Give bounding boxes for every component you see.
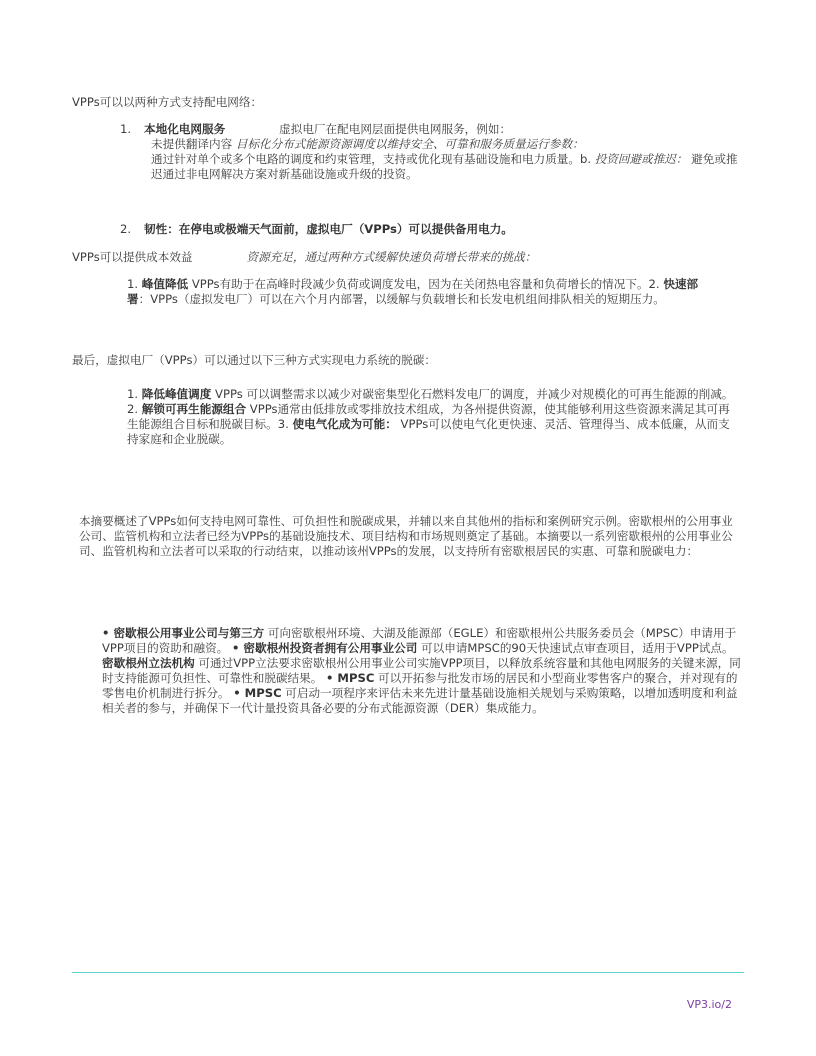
list-number: 2. [120, 222, 132, 236]
bullet-title: • MPSC [233, 686, 282, 700]
intro-text: VPPs可以提供成本效益 [72, 250, 193, 264]
decarbonization-list [127, 387, 737, 447]
item-title: 本地化电网服务 [144, 122, 226, 136]
item-description: VPPs通常由低排放或零排放技术组成，为各州提供资源，使其能够利用这些资源来满足其可再生能源组合目标和脱碳目标。3. [127, 402, 730, 431]
list-number: 1. [127, 387, 139, 401]
item-description: VPPs有助于在高峰时段减少负荷或调度发电，因为在关闭热电容量和负荷增长的情况下。2. [191, 277, 660, 291]
italic-heading-a: 目标化分布式能源资源调度以维持安全、可靠和服务质量运行参数： [235, 137, 584, 151]
item-title: 快速部署 [127, 277, 699, 306]
item-description: ：VPPs（虚拟发电厂）可以在六个月内部署，以缓解与负载增长和长发电机组间排队相关的短期压力。 [138, 292, 665, 306]
bullet-text: 可向密歇根州环境、大湖及能源部（EGLE）和密歇根州公共服务委员会（MPSC）申请用于VPP项目的资助和融资。 [102, 626, 737, 655]
bullet-title: 密歇根州立法机构 [102, 656, 195, 670]
item-title: 解锁可再生能源组合 [141, 402, 247, 416]
list-number: 1. [127, 277, 139, 291]
bullet-title: • 密歇根州投资者拥有公用事业公司 [231, 641, 418, 655]
list-item-localized-grid-services [120, 122, 740, 181]
intro-paragraph-1: VPPs可以以两种方式支持配电网络： [72, 95, 263, 109]
list-number: 1. [120, 122, 132, 136]
item-title: 使电气化成为可能： [292, 417, 397, 431]
list-item-resilience [120, 222, 740, 237]
bullet-text: 可启动一项程序来评估未来先进计量基础设施相关规划与采购策略，以增加透明度和利益相关者的参与，并确保下一代计量投资具备必要的分布式能源资源（DER）集成能力。 [102, 686, 738, 715]
item-body [151, 137, 741, 182]
bullet-title: • MPSC [325, 671, 375, 685]
item-text: 韧性：在停电或极端天气面前，虚拟电厂（VPPs）可以提供备用电力。 [144, 222, 513, 236]
body-text-b: 避免或推迟通过非电网解决方案对新基础设施或升级的投资。 [151, 152, 738, 181]
intro-italic: 资源充足，通过两种方式缓解快速负荷增长带来的挑战： [246, 250, 537, 264]
bullet-title: • 密歇根公用事业公司与第三方 [102, 626, 265, 640]
item-description: 虚拟电厂在配电网层面提供电网服务，例如： [279, 122, 512, 136]
footer-divider [72, 972, 744, 973]
italic-heading-b: 投资回避或推迟： [594, 152, 688, 166]
item-description: VPPs 可以调整需求以减少对碳密集型化石燃料发电厂的调度，并减少对规模化的可再生能源的削减。2. [127, 387, 734, 416]
summary-paragraph: 本摘要概述了VPPs如何支持电网可靠性、可负担性和脱碳成果，并辅以来自其他州的指标和案例研究示例。密歇根州的公用事业公司、监管机构和立法者已经为VPPs的基础设施技术、项目结构和市场规则奠定了基础。本摘要以一系列密歇根州的公用事业公司、监管机构和立法者可以采取的行动结束，以推动该州VPPs的发展，以支持所有密歇根居民的实惠、可靠和脱碳电力： [79, 514, 733, 558]
recommendations-list [102, 626, 742, 716]
bullet-text: 可以开拓参与批发市场的居民和小型商业零售客户的聚合，并对现有的零售电价机制进行拆分。 [102, 671, 738, 700]
intro-paragraph-3: 最后，虚拟电厂（VPPs）可以通过以下三种方式实现电力系统的脱碳： [72, 353, 436, 367]
body-text-a: 通过针对单个或多个电路的调度和约束管理，支持或优化现有基础设施和电力质量。b. [151, 152, 592, 166]
page-number-link[interactable]: VP3.io/2 [686, 998, 732, 1011]
item-title: 峰值降低 [141, 277, 189, 291]
bullet-text: 可通过VPP立法要求密歇根州公用事业公司实施VPP项目，以释放系统容量和其他电网服务的关键来源，同时支持能源可负担性、可靠性和脱碳结果。 [102, 656, 741, 685]
intro-paragraph-2 [72, 250, 752, 265]
bullet-text: 可以申请MPSC的90天快速试点审查项目，适用于VPP试点。 [421, 641, 734, 655]
item-description: VPPs可以使电气化更快速、灵活、管理得当、成本低廉，从而支持家庭和企业脱碳。 [127, 417, 730, 446]
untranslated-note: 未提供翻译内容 [151, 137, 233, 151]
cost-benefit-list [127, 277, 713, 307]
item-title: 降低峰值调度 [141, 387, 212, 401]
